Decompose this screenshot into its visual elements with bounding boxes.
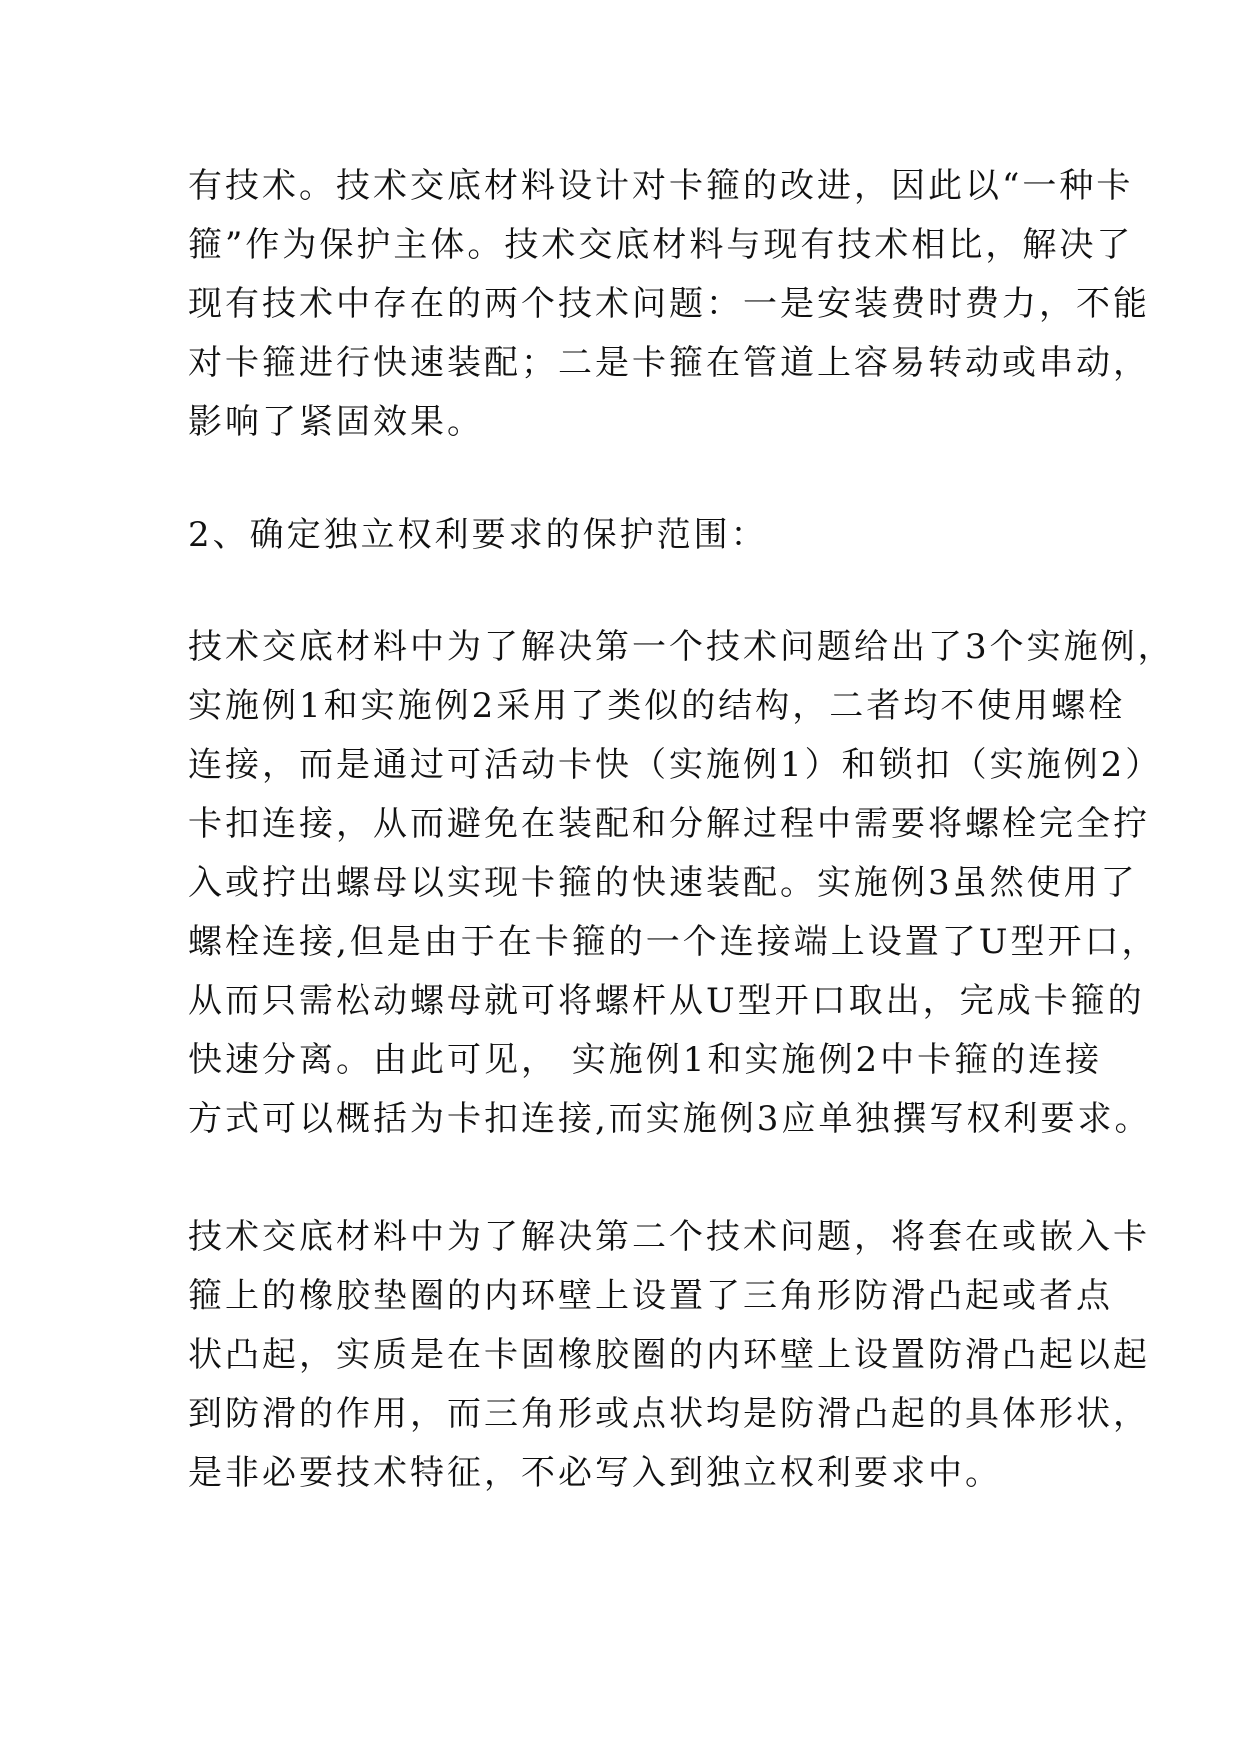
text-line: 是非必要技术特征，不必写入到独立权利要求中。 xyxy=(188,1453,1002,1493)
text-line: 快速分离。由此可见， 实施例1和实施例2中卡箍的连接 xyxy=(188,1040,1103,1080)
text-line: 影响了紧固效果。 xyxy=(188,402,484,442)
text-line: 箍上的橡胶垫圈的内环壁上设置了三角形防滑凸起或者点 xyxy=(188,1276,1113,1316)
text-line: 技术交底材料中为了解决第二个技术问题，将套在或嵌入卡 xyxy=(188,1217,1150,1257)
text-line: 入或拧出螺母以实现卡箍的快速装配。实施例3虽然使用了 xyxy=(188,863,1138,903)
text-line: 对卡箍进行快速装配；二是卡箍在管道上容易转动或串动， xyxy=(188,343,1150,383)
text-line: 连接，而是通过可活动卡快（实施例1）和锁扣（实施例2） xyxy=(188,745,1163,785)
text-line: 箍”作为保护主体。技术交底材料与现有技术相比，解决了 xyxy=(188,225,1134,265)
text-line: 从而只需松动螺母就可将螺杆从U型开口取出，完成卡箍的 xyxy=(188,981,1145,1021)
text-line: 有技术。技术交底材料设计对卡箍的改进，因此以“一种卡 xyxy=(188,166,1134,206)
text-line: 方式可以概括为卡扣连接,而实施例3应单独撰写权利要求。 xyxy=(188,1099,1152,1139)
text-line: 状凸起，实质是在卡固橡胶圈的内环壁上设置防滑凸起以起 xyxy=(188,1335,1150,1375)
text-line: 实施例1和实施例2采用了类似的结构，二者均不使用螺栓 xyxy=(188,686,1126,726)
text-line: 卡扣连接，从而避免在装配和分解过程中需要将螺栓完全拧 xyxy=(188,804,1150,844)
text-line: 到防滑的作用，而三角形或点状均是防滑凸起的具体形状， xyxy=(188,1394,1150,1434)
text-line: 螺栓连接,但是由于在卡箍的一个连接端上设置了U型开口， xyxy=(188,922,1159,962)
paragraph-embodiments xyxy=(188,618,1175,1149)
text-line: 技术交底材料中为了解决第一个技术问题给出了3个实施例， xyxy=(188,627,1175,667)
text-line: 现有技术中存在的两个技术问题：一是安装费时费力，不能 xyxy=(188,284,1150,324)
paragraph-effects xyxy=(188,157,1150,452)
paragraph-anti-slip xyxy=(188,1208,1150,1503)
section-heading xyxy=(188,506,1058,565)
heading-text: 2、确定独立权利要求的保护范围： xyxy=(188,515,768,555)
